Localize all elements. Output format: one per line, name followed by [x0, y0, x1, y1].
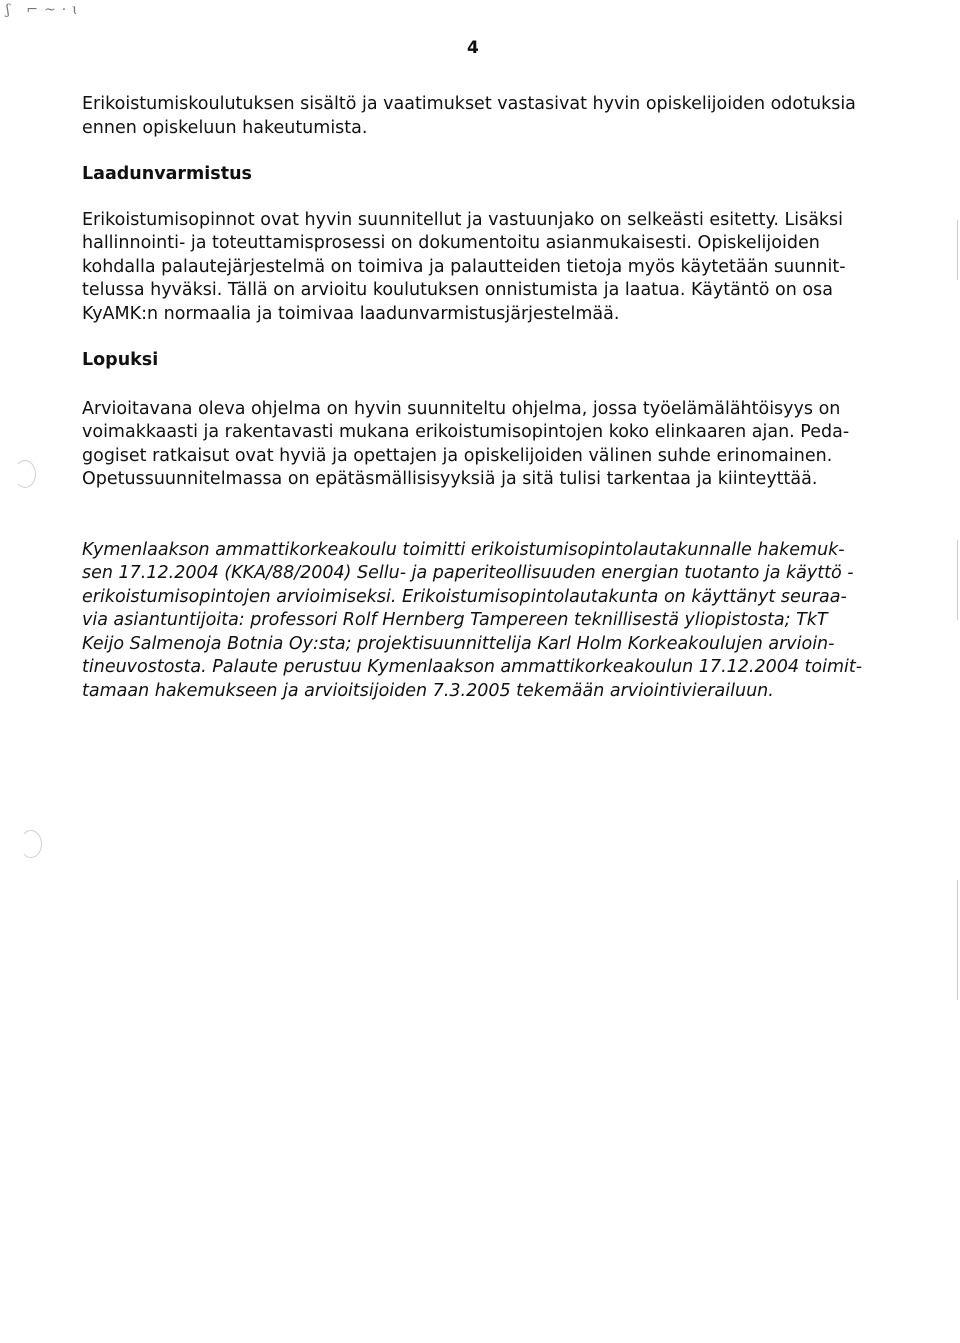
paragraph-conclusion — [82, 398, 872, 492]
text-line: kohdalla palautejärjestelmä on toimiva ja palautteiden tietoja myös käytetään suunnit- — [82, 256, 846, 277]
text-line: sen 17.12.2004 (KKA/88/2004) Sellu- ja paperiteollisuuden energian tuotanto ja käyttö - — [82, 563, 854, 583]
text-line: ennen opiskeluun hakeutumista. — [82, 117, 368, 138]
text-line: via asiantuntijoita: professori Rolf Hernberg Tampereen teknillisestä yliopistosta; TkT — [82, 610, 828, 630]
paragraph-quality — [82, 209, 872, 327]
text-line: Erikoistumiskoulutuksen sisältö ja vaatimukset vastasivat hyvin opiskelijoiden odotuksia — [82, 94, 856, 114]
text-line: telussa hyväksi. Tällä on arvioitu koulutuksen onnistumista ja laatua. Käytäntö on osa — [82, 280, 833, 300]
paragraph-evaluation-note — [82, 539, 872, 704]
text-line: tineuvostosta. Palaute perustuu Kymenlaakson ammattikorkeakoulun 17.12.2004 toimit- — [82, 657, 863, 677]
text-line: voimakkaasti ja rakentavasti mukana erikoistumisopintojen koko elinkaaren ajan. Peda- — [82, 422, 850, 442]
heading-lopuksi: Lopuksi — [82, 350, 159, 370]
text-line: KyAMK:n normaalia ja toimivaa laadunvarmistusjärjestelmää. — [82, 303, 620, 324]
text-line: Kymenlaakson ammattikorkeakoulu toimitti erikoistumisopintolautakunnalle hakemuk- — [82, 539, 845, 560]
scan-edge-line — [957, 220, 958, 280]
paragraph-intro — [82, 93, 872, 140]
text-line: erikoistumisopintojen arvioimiseksi. Erikoistumisopintolautakunta on käyttänyt seuraa- — [82, 586, 847, 607]
text-line: gogiset ratkaisut ovat hyviä ja opettajen ja opiskelijoiden välinen suhde erinomainen. — [82, 445, 833, 466]
text-line: Opetussuunnitelmassa on epätäsmällisisyyksiä ja sitä tulisi tarkentaa ja kiinteyttää. — [82, 469, 818, 489]
scan-edge-line — [957, 880, 958, 1000]
punch-hole-mark — [14, 460, 36, 488]
text-line: hallinnointi- ja toteuttamisprosessi on dokumentoitu asianmukaisesti. Opiskelijoiden — [82, 233, 820, 253]
document-body — [82, 93, 872, 703]
page-number: 4 — [467, 38, 479, 58]
text-line: Erikoistumisopinnot ovat hyvin suunnitellut ja vastuunjako on selkeästi esitetty. Lisäksi — [82, 209, 844, 230]
text-line: Arvioitavana oleva ohjelma on hyvin suunniteltu ohjelma, jossa työelämälähtöisyys on — [82, 398, 841, 419]
punch-hole-mark — [20, 830, 42, 858]
scan-edge-line — [957, 540, 958, 620]
text-line: tamaan hakemukseen ja arvioitsijoiden 7.3.2005 tekemään arviointivierailuun. — [82, 680, 774, 701]
heading-laadunvarmistus: Laadunvarmistus — [82, 164, 252, 184]
text-line: Keijo Salmenoja Botnia Oy:sta; projektisuunnittelija Karl Holm Korkeakoulujen arvioin- — [82, 633, 835, 654]
scan-artifact-mark: ʃ ⌐~·ɩ — [6, 2, 84, 18]
